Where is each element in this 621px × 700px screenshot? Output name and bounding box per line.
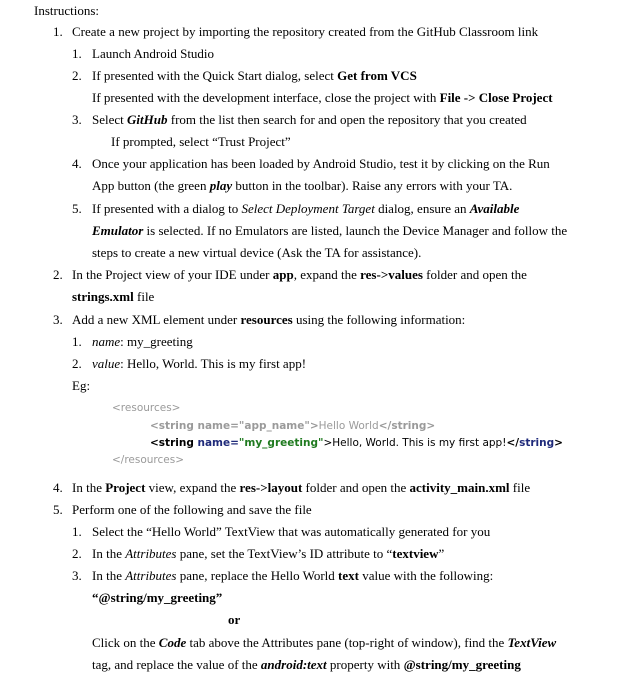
step-1-4-number: 4. [72,156,82,171]
step-5-1-text: Select the “Hello World” TextView that was automatically generated for you [92,524,491,539]
instructions-heading: Instructions: [34,3,99,18]
step-5-2-number: 2. [72,546,82,561]
or-separator: or [228,612,241,627]
step-1-text: Create a new project by importing the repository created from the GitHub Classroom link [72,24,539,39]
step-5-3-line-4: tag, and replace the value of the android:text property with @string/my_greeting [92,657,521,672]
step-1-4-line-2: App button (the green play button in the toolbar). Raise any errors with your TA. [92,178,513,193]
step-1-2-line-1: If presented with the Quick Start dialog, select Get from VCS [92,68,417,83]
step-1-1-number: 1. [72,46,82,61]
step-4-text: In the Project view, expand the res->layout folder and open the activity_main.xml file [72,480,531,495]
step-5-text: Perform one of the following and save the file [72,502,312,517]
step-2-line-2: strings.xml file [72,289,155,304]
step-3-2-number: 2. [72,356,82,371]
step-1-5-line-3: steps to create a new virtual device (Ask the TA for assistance). [92,245,422,260]
step-2-number: 2. [53,267,63,282]
step-5-number: 5. [53,502,63,517]
step-5-1-number: 1. [72,524,82,539]
code-line-my-greeting: <string name="my_greeting">Hello, World. This is my first app!</string> [150,437,563,449]
step-1-1-text: Launch Android Studio [92,46,215,61]
step-3-2-text: value: Hello, World. This is my first app! [92,356,307,371]
step-1-3-number: 3. [72,112,82,127]
step-2-line-1: In the Project view of your IDE under app, expand the res->values folder and open the [72,267,527,282]
step-4-number: 4. [53,480,63,495]
step-1-4-line-1: Once your application has been loaded by Android Studio, test it by clicking on the Run [92,156,550,171]
step-5-3-line-1: In the Attributes pane, replace the Hello World text value with the following: [92,568,494,583]
step-5-2-text: In the Attributes pane, set the TextView’s ID attribute to “textview” [92,546,445,561]
example-label: Eg: [72,378,91,393]
step-1-2-line-2: If presented with the development interface, close the project with File -> Close Project [92,90,553,105]
step-1-3-line-1: Select GitHub from the list then search for and open the repository that you created [92,112,527,127]
code-resources-close: </resources> [112,454,185,466]
code-resources-open: <resources> [112,402,181,414]
step-3-1-number: 1. [72,334,82,349]
string-reference-value: “@string/my_greeting” [92,590,223,605]
step-3-1-text: name: my_greeting [92,334,193,349]
step-5-3-number: 3. [72,568,82,583]
step-1-5-line-1: If presented with a dialog to Select Deployment Target dialog, ensure an Available [92,201,520,216]
code-line-app-name: <string name="app_name">Hello World</string> [150,420,436,432]
step-3-line-1: Add a new XML element under resources using the following information: [72,312,466,327]
step-3-number: 3. [53,312,63,327]
step-1-3-line-2: If prompted, select “Trust Project” [111,134,291,149]
step-1-number: 1. [53,24,63,39]
step-1-2-number: 2. [72,68,82,83]
step-1-5-number: 5. [72,201,82,216]
step-1-5-line-2: Emulator is selected. If no Emulators are listed, launch the Device Manager and follow the [92,223,568,238]
step-5-3-line-3: Click on the Code tab above the Attributes pane (top-right of window), find the TextView [92,635,557,650]
